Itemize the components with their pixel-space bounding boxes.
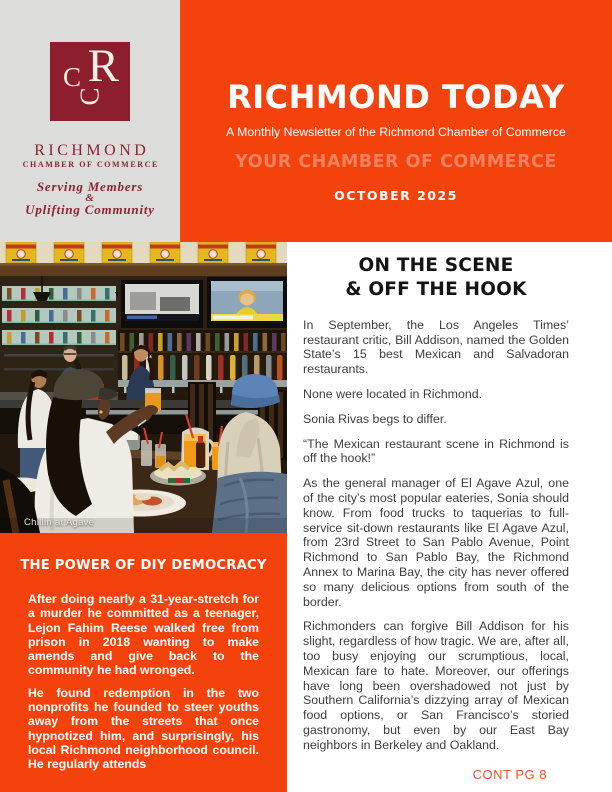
scene-article-title [303,254,569,303]
newsletter-title: RICHMOND TODAY [227,78,565,116]
tagline-line-1: Serving Members [36,179,144,194]
org-name: RICHMOND [34,142,150,159]
masthead [180,0,612,242]
scene-paragraph: As the general manager of El Agave Azul, one of the city’s most popular eateries, Sonia should know. From food trucks to taquerias to full-service sit-down restaurants like El Agave Azul, from 23rd Street to San Pablo Avenue, Point Richmond to San Pablo Bay, the Richmond Annex to Marina Bay, the city has never offered so many delicious options from south of the border. [303,476,569,609]
diy-paragraph: After doing nearly a 31-year-stretch for a murder he committed as a teenager, Lejon Fahim Reese walked free from prison in 2018 wanting to make amends and give back to the community he had wronged. [28,592,259,678]
scene-paragraph: Sonia Rivas begs to differ. [303,411,447,426]
scene-article-body [303,254,569,782]
diy-democracy-article [0,533,287,792]
issue-date: OCTOBER 2025 [334,188,458,203]
tv-left [121,280,203,328]
chamber-logo [50,42,130,121]
bar-scene-illustration [0,242,287,533]
diy-article-body [28,592,259,772]
scene-paragraph: “The Mexican restaurant scene in Richmond is off the hook!” [303,436,569,466]
agave-bar-photo [0,242,287,533]
scene-paragraph: Richmonders can forgive Bill Addison for his slight, regardless of how tragic. We are, after all, too busy enjoying our scrumptious, local, Mexican fare to hate. Moreover, our offerings have long been overshadowed not just by Southern California’s dizzying array of Mexican food options, or San Francisco’s storied gastronomy, but even by our East Bay neighbors in Berkeley and Oakland. [303,619,569,752]
scene-article [287,242,612,792]
scene-title-line-2: & OFF THE HOOK [345,279,527,301]
sidebar [0,0,180,242]
scene-title-line-1: ON THE SCENE [358,255,514,276]
continuation-note: CONT PG 8 [472,766,547,782]
diy-paragraph: He found redemption in the two nonprofits he founded to steer youths away from the streets that once hypnotized him, and surprisingly, his local Richmond neighborhood council. He regularly attends [28,685,259,772]
newsletter-subtitle: A Monthly Newsletter of the Richmond Chamber of Commerce [226,125,566,139]
tagline-line-2: Uplifting Community [25,202,155,217]
logo-letter-c2: C [74,87,105,106]
tv-right [207,277,287,328]
logo-letter-r: R [87,40,119,92]
org-tagline [0,181,180,216]
logo-letter-c1: C [63,62,82,92]
tagline-ampersand: & [85,191,95,204]
photo-caption: Chillin at Agave [24,517,95,528]
org-subname: CHAMBER OF COMMERCE [22,160,159,169]
scene-paragraph: In September, the Los Angeles Times’ restaurant critic, Bill Addison, named the Golden State’s 15 best Mexican and Salvadoran restaurants. [303,317,569,377]
diy-article-title: THE POWER OF DIY DEMOCRACY [20,558,267,573]
scene-paragraph: None were located in Richmond. [303,387,483,401]
newsletter-slogan: YOUR CHAMBER OF COMMERCE [235,152,557,172]
